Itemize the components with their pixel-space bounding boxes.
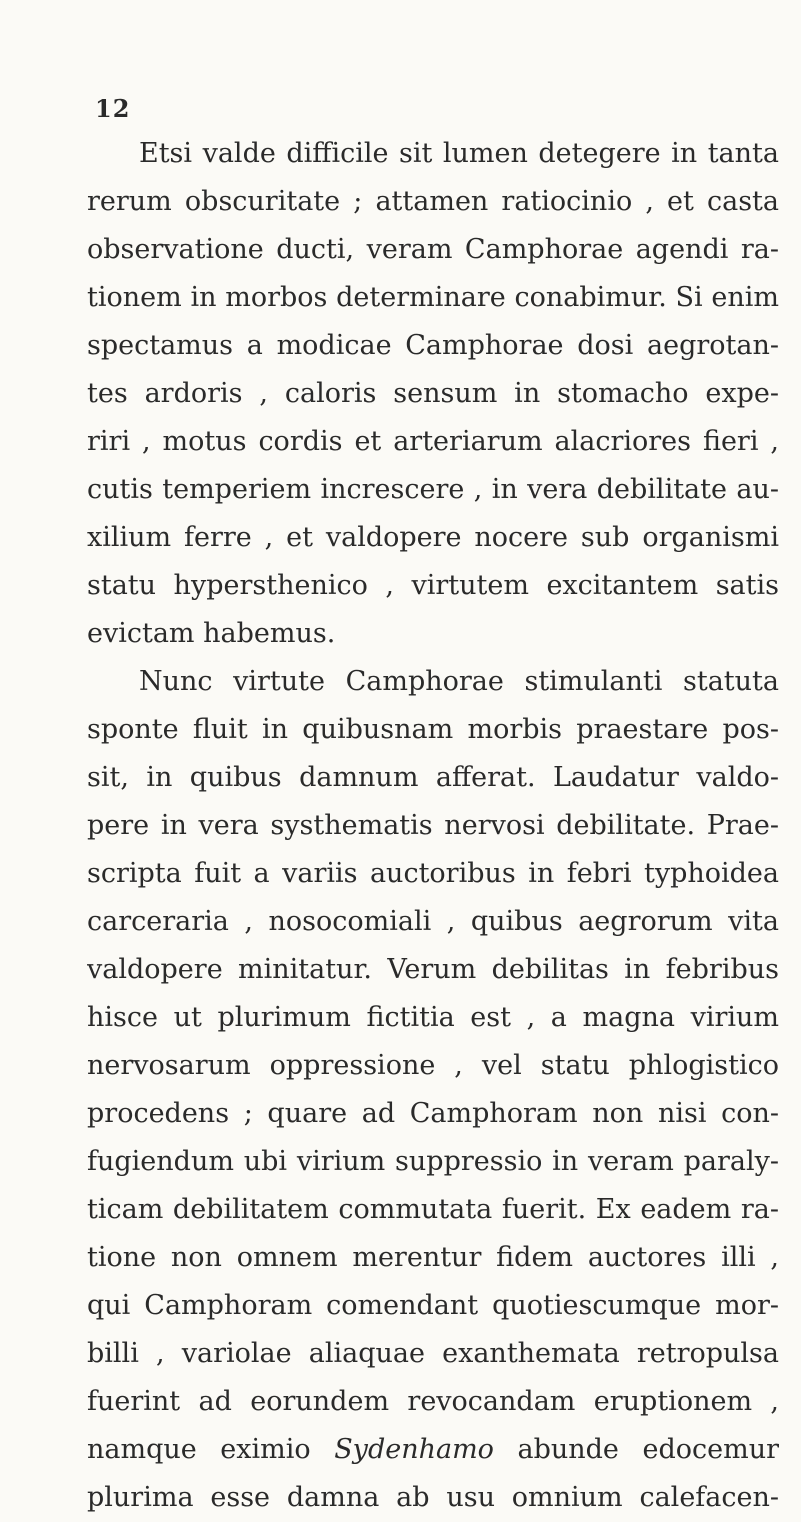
text-line: tes ardoris , caloris sensum in stomacho expe-	[87, 378, 779, 409]
text-line: Nunc virtute Camphorae stimulanti statuta	[139, 666, 779, 697]
text-line: spectamus a modicae Camphorae dosi aegrotan-	[87, 330, 779, 361]
text-line: plurima esse damna ab usu omnium calefacen-	[87, 1482, 779, 1513]
text-line: rerum obscuritate ; attamen ratiocinio , et casta	[87, 186, 779, 217]
text-line-part: abunde edocemur	[493, 1434, 779, 1465]
text-line: tione non omnem merentur fidem auctores illi ,	[87, 1242, 779, 1273]
text-line: pere in vera systhematis nervosi debilitate. Prae-	[87, 810, 779, 841]
text-line: riri , motus cordis et arteriarum alacriores fieri ,	[87, 426, 779, 457]
page-number: 12	[95, 94, 131, 123]
text-line: tionem in morbos determinare conabimur. Si enim	[87, 282, 779, 313]
text-line: observatione ducti, veram Camphorae agendi ra-	[87, 234, 779, 265]
text-line: Etsi valde difficile sit lumen detegere in tanta	[139, 138, 779, 169]
text-line: scripta fuit a variis auctoribus in febri typhoidea	[87, 858, 779, 889]
text-line: nervosarum oppressione , vel statu phlogistico	[87, 1050, 779, 1081]
text-line-part: namque eximio	[87, 1434, 335, 1465]
italic-name: Sydenhamo	[334, 1434, 494, 1465]
text-line-with-italic	[87, 1426, 779, 1474]
text-line: fugiendum ubi virium suppressio in veram paraly-	[87, 1146, 779, 1177]
text-line: cutis temperiem increscere , in vera debilitate au-	[87, 474, 779, 505]
text-line: evictam habemus.	[87, 618, 336, 649]
text-line: carceraria , nosocomiali , quibus aegrorum vita	[87, 906, 779, 937]
text-line: xilium ferre , et valdopere nocere sub organismi	[87, 522, 779, 553]
text-line: statu hypersthenico , virtutem excitantem satis	[87, 570, 779, 601]
text-line: billi , variolae aliaquae exanthemata retropulsa	[87, 1338, 779, 1369]
text-line: hisce ut plurimum fictitia est , a magna virium	[87, 1002, 779, 1033]
text-line: ticam debilitatem commutata fuerit. Ex eadem ra-	[87, 1194, 779, 1225]
text-line: procedens ; quare ad Camphoram non nisi con-	[87, 1098, 779, 1129]
text-line: sit, in quibus damnum afferat. Laudatur valdo-	[87, 762, 779, 793]
body-text	[87, 130, 779, 1522]
text-line: fuerint ad eorundem revocandam eruptionem ,	[87, 1386, 779, 1417]
text-line: qui Camphoram comendant quotiescumque mor-	[87, 1290, 779, 1321]
text-line: sponte fluit in quibusnam morbis praestare pos-	[87, 714, 779, 745]
text-line: valdopere minitatur. Verum debilitas in febribus	[87, 954, 779, 985]
